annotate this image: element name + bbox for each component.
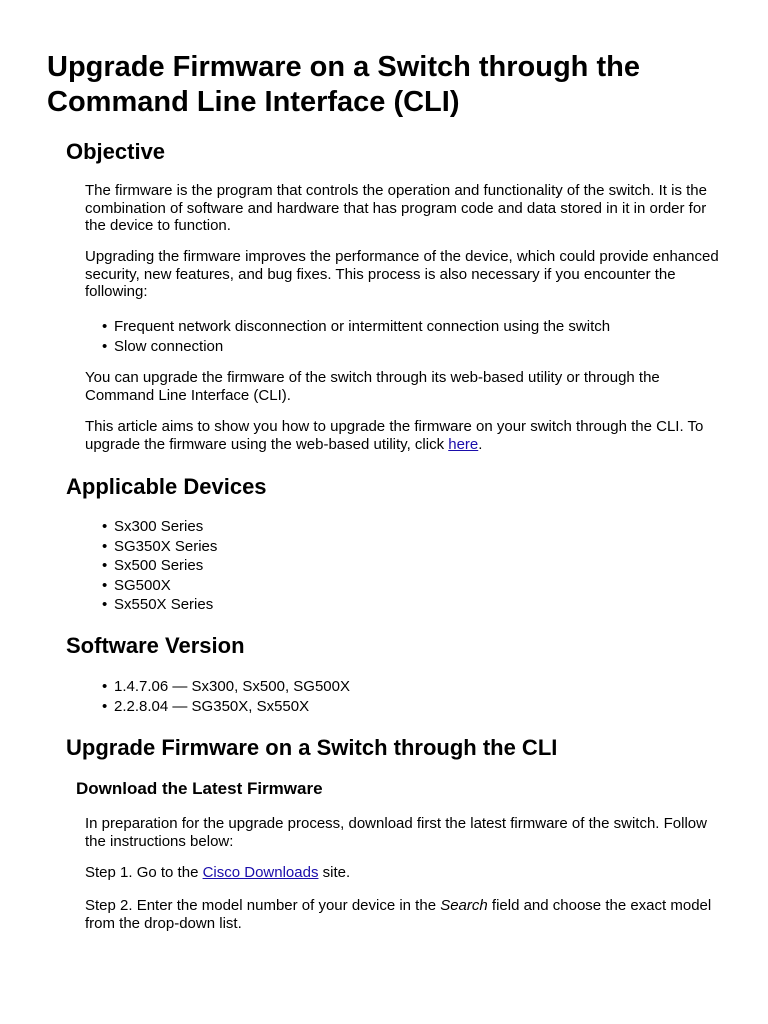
- here-link[interactable]: here: [448, 435, 479, 453]
- paragraph-text: Step 2. Enter the model number of your device in the: [85, 897, 441, 914]
- list-item: • Sx500 Series: [100, 556, 217, 576]
- objective-bullet-list: [100, 317, 610, 356]
- list-item: • Sx300 Series: [100, 517, 217, 537]
- step-1-paragraph: [85, 864, 725, 882]
- list-item: • SG500X: [100, 576, 217, 596]
- paragraph-text: site.: [318, 864, 351, 881]
- search-field-name: Search: [440, 897, 488, 914]
- objective-paragraph-4: [85, 418, 725, 453]
- objective-heading: Objective: [66, 139, 166, 164]
- list-item: • Slow connection: [100, 337, 610, 357]
- download-firmware-subheading: Download the Latest Firmware: [76, 779, 323, 798]
- paragraph-text: field and choose the exact model from the drop-down list.: [85, 897, 712, 932]
- applicable-devices-list: [100, 517, 217, 615]
- list-item: • Frequent network disconnection or intermittent connection using the switch: [100, 317, 610, 337]
- list-item: • 1.4.7.06 — Sx300, Sx500, SG500X: [100, 677, 350, 697]
- paragraph-text: .: [478, 435, 483, 453]
- step-2-paragraph: [85, 897, 725, 932]
- list-item: • 2.2.8.04 — SG350X, Sx550X: [100, 697, 350, 717]
- page-title: Upgrade Firmware on a Switch through the Command Line Interface (CLI): [47, 51, 640, 118]
- software-version-list: [100, 677, 350, 716]
- paragraph-text: This article aims to show you how to upgrade the firmware on your switch through the CLI. To upgrade the firmware using the web-based utility, click: [85, 418, 704, 453]
- upgrade-paragraph-1: In preparation for the upgrade process, download first the latest firmware of the switch. Follow the instructions below:: [85, 815, 707, 850]
- objective-paragraph-3: You can upgrade the firmware of the switch through its web-based utility or through the Command Line Interface (CLI).: [85, 369, 660, 404]
- software-version-heading: Software Version: [66, 633, 245, 658]
- objective-paragraph-2: Upgrading the firmware improves the performance of the device, which could provide enhanced security, new features, and bug fixes. This process is also necessary if you encounter the following:: [85, 248, 719, 300]
- upgrade-heading: Upgrade Firmware on a Switch through the CLI: [66, 735, 558, 760]
- list-item: • SG350X Series: [100, 537, 217, 557]
- cisco-downloads-link[interactable]: Cisco Downloads: [202, 864, 319, 881]
- applicable-devices-heading: Applicable Devices: [66, 474, 267, 499]
- objective-paragraph-1: The firmware is the program that controls the operation and functionality of the switch. It is the combination of software and hardware that has program code and data stored in it in order for the device to function.: [85, 182, 707, 234]
- paragraph-text: Step 1. Go to the: [85, 864, 203, 881]
- list-item: • Sx550X Series: [100, 595, 217, 615]
